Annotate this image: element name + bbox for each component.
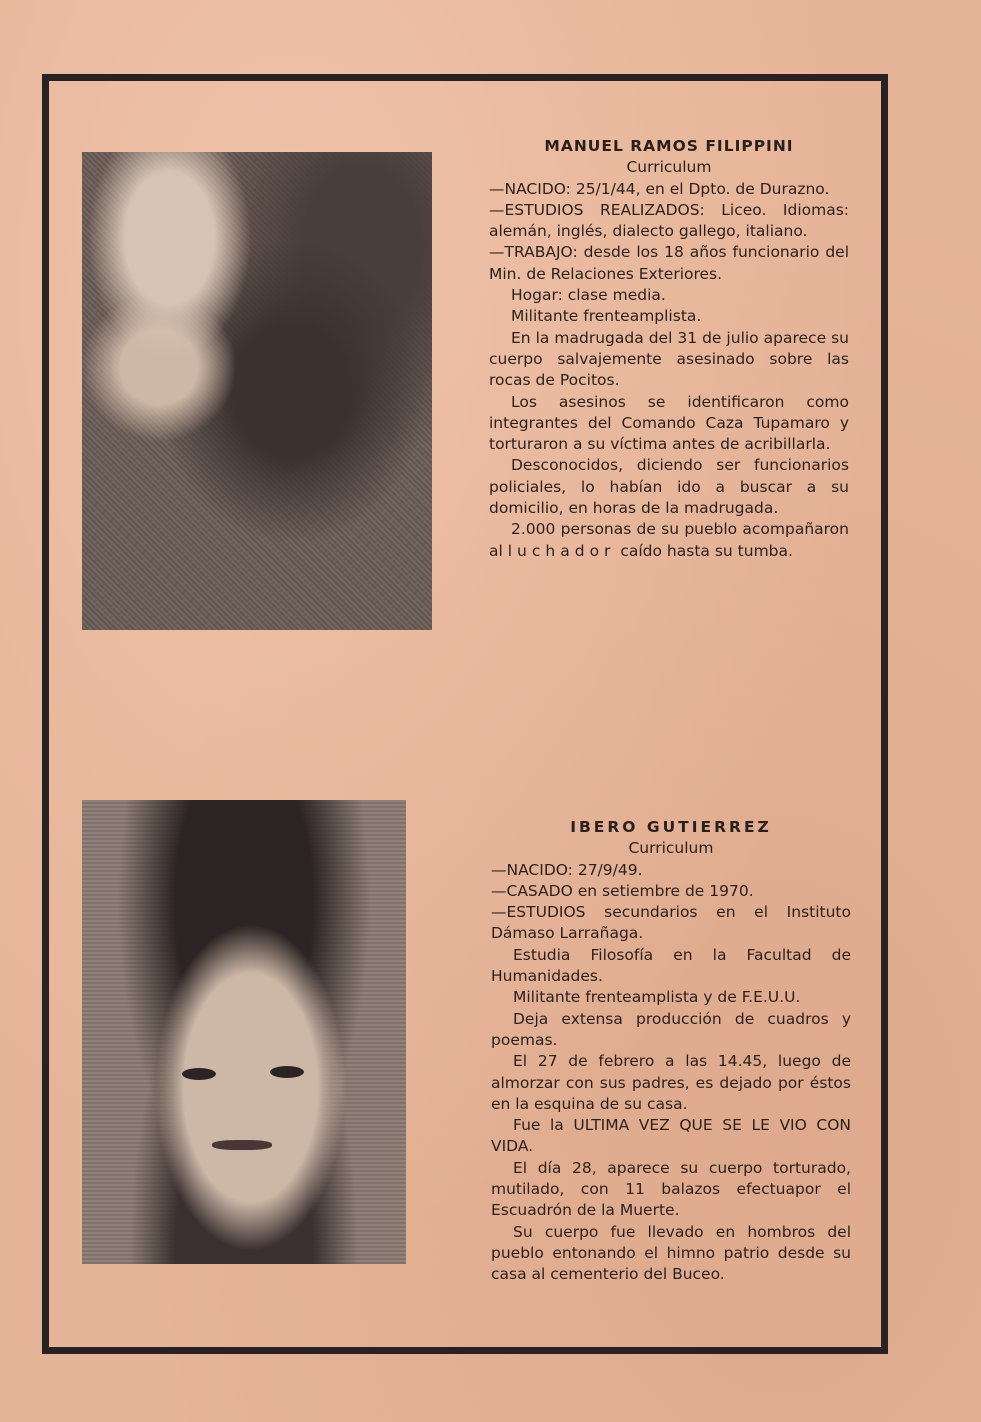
- portrait-eye-left: [182, 1068, 216, 1080]
- curriculum-heading: Curriculum: [626, 158, 712, 177]
- bio-line-works: Deja extensa producción de cuadros y poemas.: [491, 1009, 851, 1049]
- bio-line-born: —NACIDO: 27/9/49.: [491, 860, 643, 879]
- curriculum-heading: Curriculum: [628, 839, 714, 858]
- bio-line-work: —TRABAJO: desde los 18 años funcionario del Min. de Relaciones Exteriores.: [489, 243, 849, 283]
- person-name: IBERO GUTIERREZ: [570, 818, 772, 836]
- bio-paragraph-funeral: Su cuerpo fue llevado en hombros del pueblo entonando el himno patrio desde su casa al cementerio del Buceo.: [491, 1222, 851, 1284]
- biography-manuel-ramos-filippini: [489, 136, 849, 562]
- bio-paragraph-found: El día 28, aparece su cuerpo torturado, mutilado, con 11 balazos efectuapor el Escuadrón de la Muerte.: [491, 1158, 851, 1220]
- funeral-text-before: 2.000 personas de su pueblo acompañaron al: [489, 520, 849, 560]
- bio-line-studies: —ESTUDIOS REALIZADOS: Liceo. Idiomas: alemán, inglés, dialecto gallego, italiano.: [489, 200, 849, 241]
- person-name: MANUEL RAMOS FILIPPINI: [544, 137, 794, 155]
- funeral-text-spaced: luchador: [507, 541, 616, 560]
- bio-line-militant: Militante frenteamplista.: [511, 307, 702, 326]
- portrait-eye-right: [270, 1066, 304, 1078]
- funeral-text-after: caído hasta su tumba.: [620, 541, 793, 560]
- bio-paragraph-killers: Los asesinos se identificaron como integrantes del Comando Caza Tupamaro y torturaron a su víctima antes de acribillarla.: [489, 392, 849, 454]
- bio-paragraph-last-seen: Fue la ULTIMA VEZ QUE SE LE VIO CON VIDA.: [491, 1116, 851, 1156]
- bio-paragraph-taken: Desconocidos, diciendo ser funcionarios policiales, lo habían ido a buscar a su domicilio, en horas de la madrugada.: [489, 456, 849, 518]
- bio-line-home: Hogar: clase media.: [511, 286, 666, 305]
- bio-line-militant: Militante frenteamplista y de F.E.U.U.: [513, 988, 801, 1007]
- bio-line-married: —CASADO en setiembre de 1970.: [491, 881, 754, 900]
- bio-paragraph-funeral: [489, 519, 849, 562]
- bio-line-born: —NACIDO: 25/1/44, en el Dpto. de Durazno.: [489, 179, 830, 198]
- biography-ibero-gutierrez: [491, 817, 851, 1286]
- portrait-photo-manuel-ramos-filippini: [82, 152, 432, 630]
- bio-line-philosophy: Estudia Filosofía en la Facultad de Humanidades.: [491, 945, 851, 986]
- bio-line-studies: —ESTUDIOS secundarios en el Instituto Dámaso Larrañaga.: [491, 903, 851, 943]
- bio-paragraph-found: En la madrugada del 31 de julio aparece su cuerpo salvajemente asesinado sobre las rocas de Pocitos.: [489, 328, 849, 390]
- portrait-mouth: [212, 1140, 272, 1150]
- bio-paragraph-last-seen-context: El 27 de febrero a las 14.45, luego de almorzar con sus padres, es dejado por éstos en la esquina de su casa.: [491, 1052, 851, 1113]
- portrait-photo-ibero-gutierrez: [82, 800, 406, 1264]
